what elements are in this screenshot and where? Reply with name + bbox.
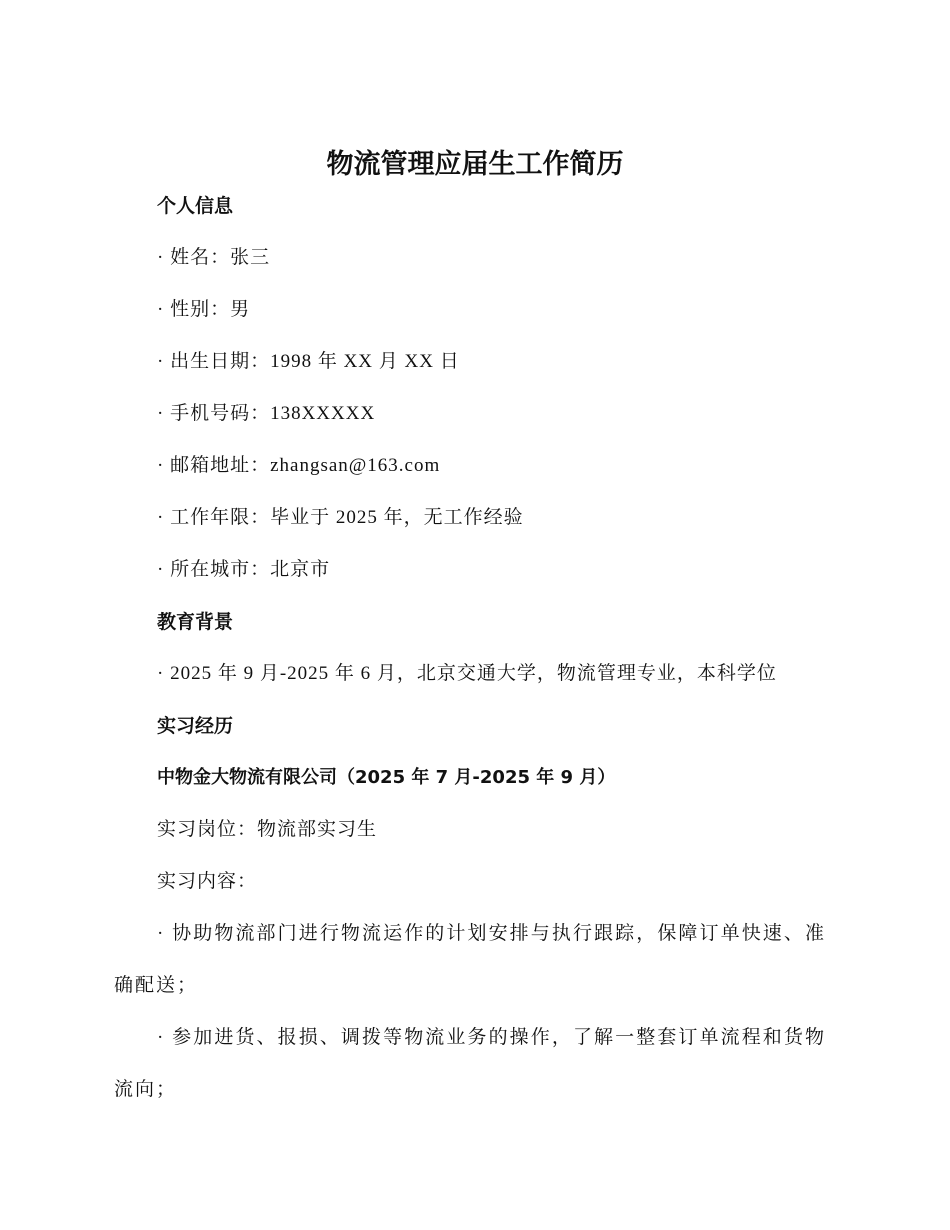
section-heading-internship: 实习经历 <box>157 715 234 737</box>
personal-item-experience-years: · 工作年限：毕业于 2025 年，无工作经验 <box>157 507 524 528</box>
personal-item-phone: · 手机号码：138XXXXX <box>157 403 376 424</box>
personal-item-gender: · 性别：男 <box>157 299 251 320</box>
personal-item-name: · 姓名：张三 <box>157 247 271 268</box>
internship-duty-item: · 参加进货、报损、调拨等物流业务的操作，了解一整套订单流程和货物流向； <box>114 1027 826 1100</box>
internship-position: 实习岗位：物流部实习生 <box>157 819 378 840</box>
page-title: 物流管理应届生工作简历 <box>326 149 624 180</box>
section-heading-education: 教育背景 <box>157 611 234 633</box>
personal-item-email: · 邮箱地址：zhangsan@163.com <box>157 455 441 476</box>
resume-content <box>114 180 826 1116</box>
internship-company: 中物金大物流有限公司（2025 年 7 月-2025 年 9 月） <box>157 767 616 788</box>
personal-item-city: · 所在城市：北京市 <box>157 559 331 580</box>
internship-duty-item: · 协助物流部门进行物流运作的计划安排与执行跟踪，保障订单快速、准确配送； <box>114 923 826 996</box>
personal-item-birthdate: · 出生日期：1998 年 XX 月 XX 日 <box>157 351 460 372</box>
internship-content-label: 实习内容： <box>157 871 258 892</box>
section-heading-personal: 个人信息 <box>157 195 234 217</box>
education-item: · 2025 年 9 月-2025 年 6 月，北京交通大学，物流管理专业，本科学位 <box>157 663 777 684</box>
